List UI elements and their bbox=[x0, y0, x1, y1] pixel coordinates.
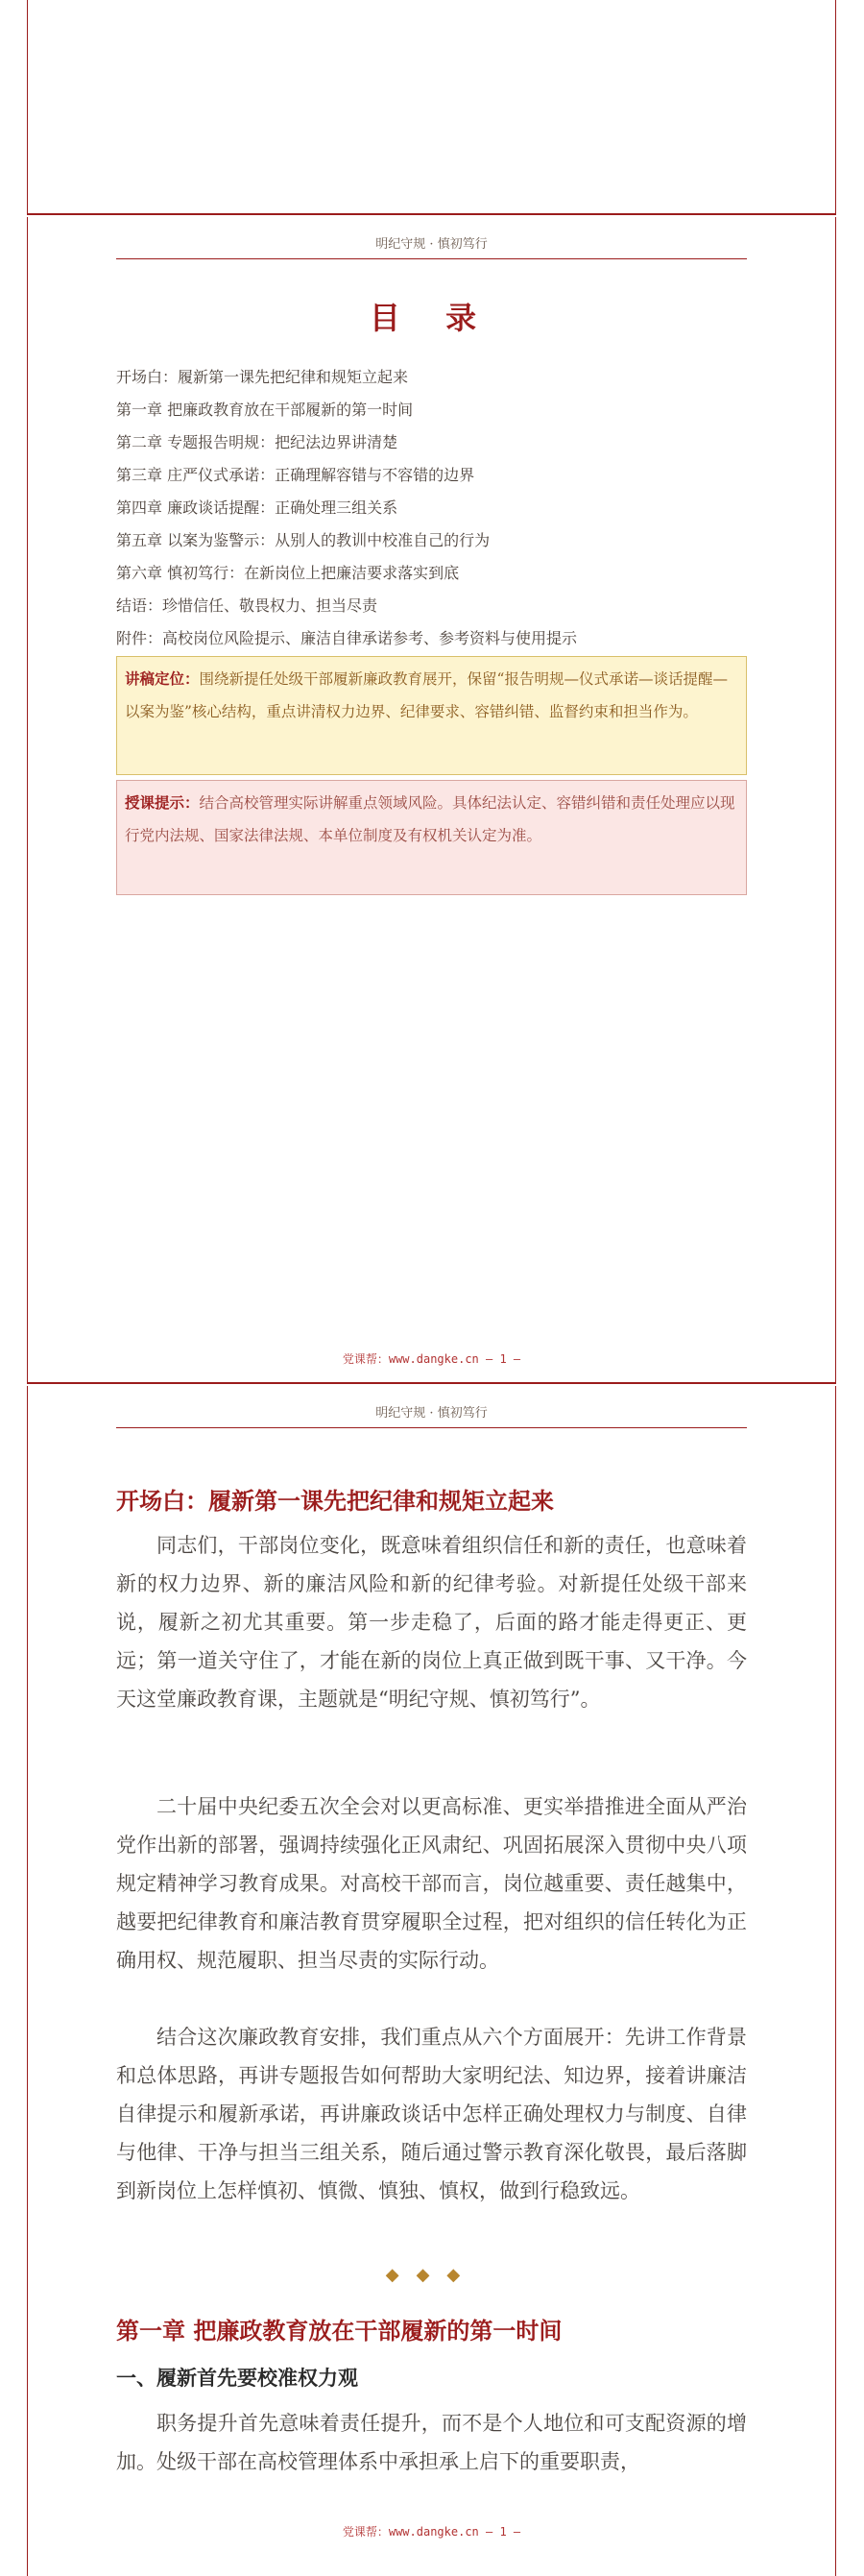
toc-item[interactable]: 第三章 庄严仪式承诺：正确理解容错与不容错的边界 bbox=[116, 466, 475, 484]
toc-item[interactable]: 第五章 以案为鉴警示：从别人的教训中校准自己的行为 bbox=[116, 531, 491, 549]
toc-page bbox=[27, 217, 836, 1384]
teaching-note bbox=[116, 780, 747, 895]
section-divider: ◆◆◆ bbox=[385, 2265, 478, 2285]
toc-item[interactable]: 第六章 慎初笃行：在新岗位上把廉洁要求落实到底 bbox=[116, 564, 460, 582]
positioning-note-lead: 讲稿定位： bbox=[125, 670, 200, 688]
chapter-1-subtitle: 一、履新首先要校准权力观 bbox=[116, 2366, 358, 2390]
opening-paragraph-1: 同志们，干部岗位变化，既意味着组织信任和新的责任，也意味着新的权力边界、新的廉洁风险和新的纪律考验。对新提任处级干部来说，履新之初尤其重要。第一步走稳了，后面的路才能走得更正、更远；第一道关守住了，才能在新的岗位上真正做到既干事、又干净。今天这堂廉政教育课，主题就是“明纪守规、慎初笃行”。 bbox=[116, 1534, 747, 1711]
content-page bbox=[27, 1386, 836, 2576]
opening-paragraph-3: 结合这次廉政教育安排，我们重点从六个方面展开：先讲工作背景和总体思路，再讲专题报告如何帮助大家明纪法、知边界，接着讲廉洁自律提示和履新承诺，再讲廉政谈话中怎样正确处理权力与制度、自律与他律、干净与担当三组关系，随后通过警示教育深化敬畏，最后落脚到新岗位上怎样慎初、慎微、慎独、慎权，做到行稳致远。 bbox=[116, 2026, 747, 2202]
teaching-note-text: 结合高校管理实际讲解重点领域风险。具体纪法认定、容错纠错和责任处理应以现行党内法规、国家法律法规、本单位制度及有权机关认定为准。 bbox=[125, 794, 735, 844]
previous-page-tail bbox=[27, 0, 836, 215]
toc-item[interactable]: 第四章 廉政谈话提醒：正确处理三组关系 bbox=[116, 498, 398, 517]
toc-title: 目 录 bbox=[369, 300, 494, 336]
positioning-note-text: 围绕新提任处级干部履新廉政教育展开，保留“报告明规—仪式承诺—谈话提醒—以案为鉴”核心结构，重点讲清权力边界、纪律要求、容错纠错、监督约束和担当作为。 bbox=[125, 670, 728, 720]
positioning-note bbox=[116, 656, 747, 775]
chapter-1-paragraph: 职务提升首先意味着责任提升，而不是个人地位和可支配资源的增加。处级干部在高校管理体系中承担承上启下的重要职责， bbox=[116, 2412, 747, 2473]
page-footer: 党课帮：www.dangke.cn — 1 — bbox=[342, 1352, 521, 1366]
toc-item[interactable]: 结语：珍惜信任、敬畏权力、担当尽责 bbox=[116, 596, 378, 615]
chapter-1-title: 第一章 把廉政教育放在干部履新的第一时间 bbox=[116, 2318, 563, 2345]
running-head: 明纪守规 · 慎初笃行 bbox=[116, 1402, 747, 1428]
teaching-note-lead: 授课提示： bbox=[125, 794, 200, 812]
toc-item[interactable]: 开场白：履新第一课先把纪律和规矩立起来 bbox=[116, 368, 409, 386]
toc-list bbox=[116, 361, 747, 655]
toc-item[interactable]: 附件：高校岗位风险提示、廉洁自律承诺参考、参考资料与使用提示 bbox=[116, 629, 578, 647]
toc-item[interactable]: 第一章 把廉政教育放在干部履新的第一时间 bbox=[116, 401, 414, 419]
opening-title: 开场白：履新第一课先把纪律和规矩立起来 bbox=[116, 1488, 554, 1515]
toc-item[interactable]: 第二章 专题报告明规：把纪法边界讲清楚 bbox=[116, 433, 398, 451]
running-head: 明纪守规 · 慎初笃行 bbox=[116, 233, 747, 259]
page-footer: 党课帮：www.dangke.cn — 1 — bbox=[342, 2525, 521, 2539]
opening-paragraph-2: 二十届中央纪委五次全会对以更高标准、更实举措推进全面从严治党作出新的部署，强调持续强化正风肃纪、巩固拓展深入贯彻中央八项规定精神学习教育成果。对高校干部而言，岗位越重要、责任越集中，越要把纪律教育和廉洁教育贯穿履职全过程，把对组织的信任转化为正确用权、规范履职、担当尽责的实际行动。 bbox=[116, 1795, 747, 1972]
